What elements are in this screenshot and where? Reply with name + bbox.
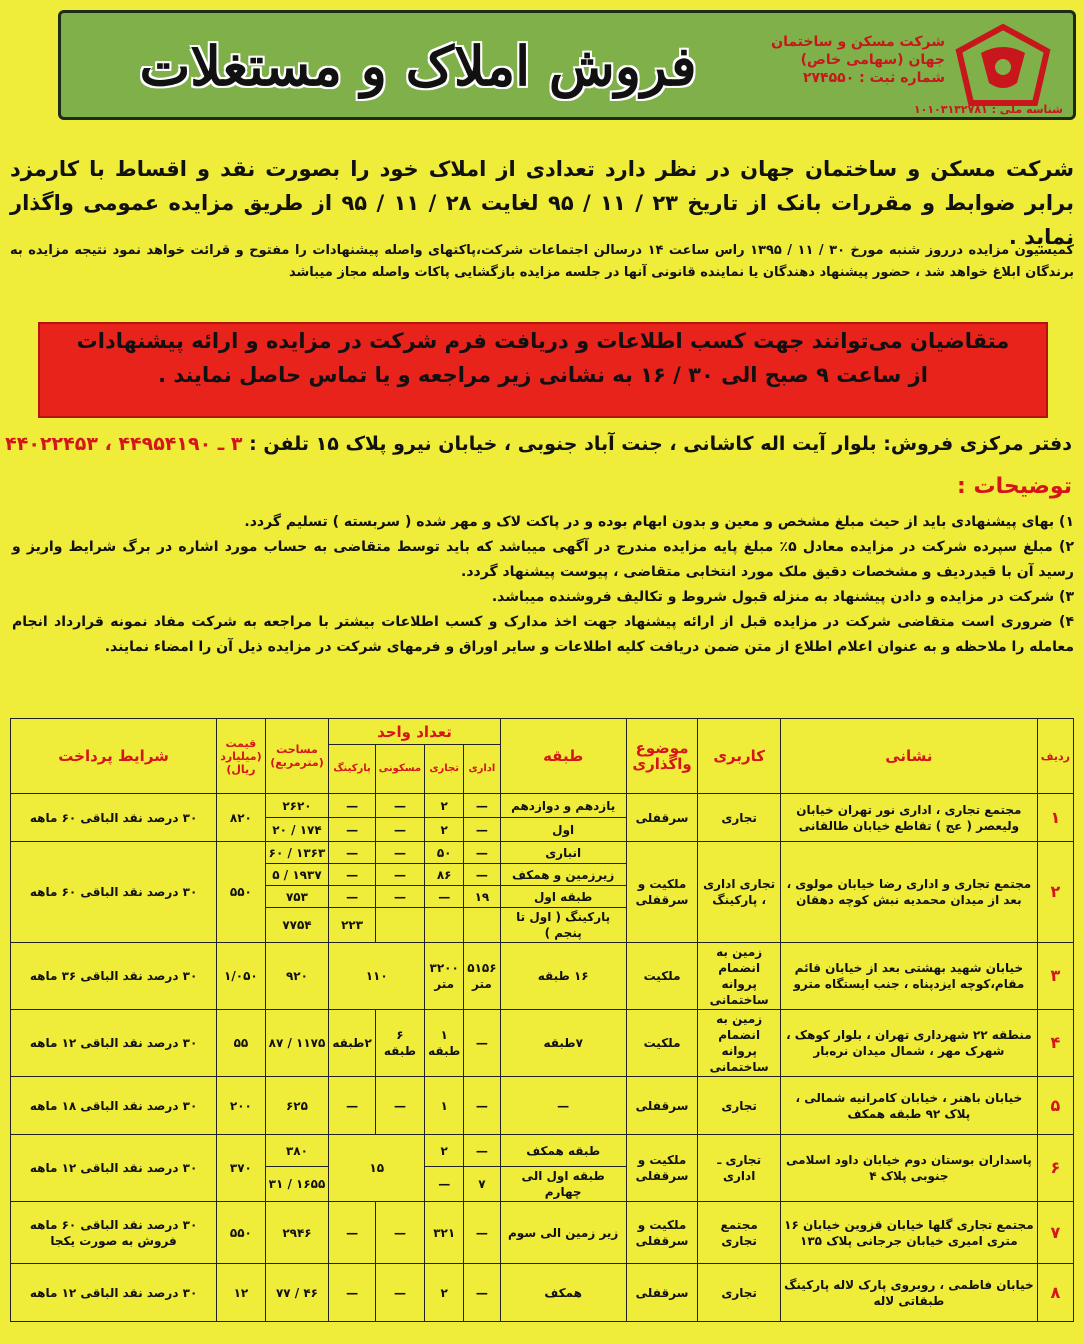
row-usage: زمین به انضمام پروانه ساختمانی xyxy=(698,943,781,1010)
row-subject: ملکیت و سرقفلی xyxy=(626,842,698,943)
row-floor: — xyxy=(500,1077,626,1135)
row-area: ۶۲۵ xyxy=(265,1077,329,1135)
header-floor: طبقه xyxy=(500,719,626,794)
row-residential: — xyxy=(375,794,424,818)
row-address: مجتمع تجاری ، اداری نور تهران خیابان ولیعصر ( عج ) تقاطع خیابان طالقانی xyxy=(780,794,1037,842)
note-item: ۴) ضروری است متقاضی شرکت در مزایده قبل از ارائه پیشنهاد جهت اخذ مدارک و کسب اطلاعات بیشتر با مراجعه به شرکت مفاد نمونه قرارداد انجام معامله را ملاحظه و به عنوان اعلام اطلاع از متن ضمن دریافت کلیه اطلاعات و سایر اوراق و فرمهای شرکت در مزایده ذیل آن را امضاء نمایند. xyxy=(12,614,1074,655)
note-item: ۳) شرکت در مزایده و دادن پیشنهاد به منزله قبول شروط و تکالیف فروشنده میباشد. xyxy=(491,589,1074,605)
row-usage: تجاری xyxy=(698,794,781,842)
property-table xyxy=(10,718,1074,1322)
company-logo-icon xyxy=(955,23,1051,107)
row-office: ۵۱۵۶ متر xyxy=(464,943,500,1010)
row-commercial: ۲ xyxy=(425,1264,464,1322)
row-office: — xyxy=(464,1077,500,1135)
row-price: ۵۵ xyxy=(217,1010,265,1077)
row-floor: یازدهم و دوازدهم xyxy=(500,794,626,818)
row-price: ۳۷۰ xyxy=(217,1135,265,1202)
header-price: قیمت (میلیارد ریال) xyxy=(217,719,265,794)
notes-list xyxy=(12,510,1074,660)
row-commercial: ۵۰ xyxy=(425,842,464,864)
row-parking: — xyxy=(329,1077,375,1135)
header-banner xyxy=(58,10,1076,120)
row-payment: ۳۰ درصد نقد الباقی ۱۲ ماهه xyxy=(11,1135,217,1202)
row-office: — xyxy=(464,1202,500,1264)
row-number: ۲ xyxy=(1037,842,1073,943)
row-commercial: — xyxy=(425,886,464,908)
header-usage: کاربری xyxy=(698,719,781,794)
row-area: ۲۹۴۶ xyxy=(265,1202,329,1264)
row-office: ۱۹ xyxy=(464,886,500,908)
row-office: — xyxy=(464,1135,500,1167)
row-payment: ۳۰ درصد نقد الباقی ۶۰ ماهه xyxy=(11,842,217,943)
row-commercial: — xyxy=(425,1167,464,1202)
header-units: تعداد واحد xyxy=(329,719,500,745)
row-payment: ۳۰ درصد نقد الباقی ۱۸ ماهه xyxy=(11,1077,217,1135)
row-parking: — xyxy=(329,1264,375,1322)
table-row xyxy=(11,1202,1074,1264)
row-usage: تجاری xyxy=(698,1077,781,1135)
row-parking: — xyxy=(329,1202,375,1264)
row-residential: — xyxy=(375,818,424,842)
row-area: ۱۷۴ / ۲۰ xyxy=(265,818,329,842)
table-row xyxy=(11,1264,1074,1322)
row-number: ۵ xyxy=(1037,1077,1073,1135)
row-parking: — xyxy=(329,886,375,908)
row-floor: ۱۶ طبقه xyxy=(500,943,626,1010)
row-price: ۱۲ xyxy=(217,1264,265,1322)
row-residential: — xyxy=(375,886,424,908)
row-floor: زیر زمین الی سوم xyxy=(500,1202,626,1264)
header-units-residential: مسکونی xyxy=(375,745,424,794)
row-price: ۲۰۰ xyxy=(217,1077,265,1135)
intro-paragraph: شرکت مسکن و ساختمان جهان در نظر دارد تعدادی از املاک خود را بصورت نقد و اقساط با کارمزد برابر ضوابط و مقررات بانک از تاریخ ۲۳ / ۱۱ / ۹۵ لغایت ۲۸ / ۱۱ / ۹۵ از طریق مزایده عمومی واگذار نماید . xyxy=(10,157,1074,249)
national-id: شناسه ملی : ۱۰۱۰۳۱۳۲۷۸۱ xyxy=(913,103,1063,116)
row-commercial xyxy=(425,908,464,943)
row-parking: — xyxy=(329,794,375,818)
row-parking: ۲طبقه xyxy=(329,1010,375,1077)
row-commercial: ۲ xyxy=(425,1135,464,1167)
row-number: ۳ xyxy=(1037,943,1073,1010)
notes-title: توضیحات : xyxy=(957,474,1072,499)
row-floor: طبقه اول xyxy=(500,886,626,908)
row-number: ۴ xyxy=(1037,1010,1073,1077)
row-address: مجتمع تجاری و اداری رضا خیابان مولوی ، بعد از میدان محمدیه نبش کوچه دهقان xyxy=(780,842,1037,943)
row-price: ۸۲۰ xyxy=(217,794,265,842)
row-payment: ۳۰ درصد نقد الباقی ۶۰ ماهه فروش به صورت یکجا xyxy=(11,1202,217,1264)
row-parking: — xyxy=(329,818,375,842)
table-header-row xyxy=(11,719,1074,745)
row-usage: مجتمع تجاری xyxy=(698,1202,781,1264)
row-office: — xyxy=(464,864,500,886)
row-number: ۷ xyxy=(1037,1202,1073,1264)
company-info xyxy=(771,33,945,87)
row-commercial: ۱ طبقه xyxy=(425,1010,464,1077)
header-payment: شرایط پرداخت xyxy=(11,719,217,794)
row-usage: تجاری اداری ، پارکینگ xyxy=(698,842,781,943)
header-subject: موضوع واگذاری xyxy=(626,719,698,794)
row-subject: ملکیت xyxy=(626,1010,698,1077)
row-subject: سرقفلی xyxy=(626,1077,698,1135)
row-residential xyxy=(375,908,424,943)
row-office: ۷ xyxy=(464,1167,500,1202)
row-payment: ۳۰ درصد نقد الباقی ۶۰ ماهه xyxy=(11,794,217,842)
row-price: ۵۵۰ xyxy=(217,842,265,943)
note-item: ۱) بهای پیشنهادی باید از حیث مبلغ مشخص و معین و بدون ابهام بوده و در پاکت لاک و مهر شده ( سربسته ) تسلیم گردد. xyxy=(244,514,1074,530)
row-floor: طبقه همکف xyxy=(500,1135,626,1167)
row-office xyxy=(464,908,500,943)
row-address: منطقه ۲۲ شهرداری تهران ، بلوار کوهک ، شهرک مهر ، شمال میدان نره‌بار xyxy=(780,1010,1037,1077)
row-residential: — xyxy=(375,1264,424,1322)
row-area: ۱۶۵۵ / ۳۱ xyxy=(265,1167,329,1202)
row-floor: ۷طبقه xyxy=(500,1010,626,1077)
table-row xyxy=(11,842,1074,864)
header-address: نشانی xyxy=(780,719,1037,794)
row-number: ۱ xyxy=(1037,794,1073,842)
row-office: — xyxy=(464,1264,500,1322)
row-address: مجتمع تجاری گلها خیابان قزوین خیابان ۱۶ متری امیری خیابان جرجانی پلاک ۱۳۵ xyxy=(780,1202,1037,1264)
row-address: پاسداران بوستان دوم خیابان داود اسلامی جنوبی پلاک ۴ xyxy=(780,1135,1037,1202)
row-office: — xyxy=(464,1010,500,1077)
row-subject: ملکیت xyxy=(626,943,698,1010)
row-parking: ۲۲۳ xyxy=(329,908,375,943)
row-commercial: ۲ xyxy=(425,794,464,818)
callout-line: از ساعت ۹ صبح الی ۳۰ / ۱۶ به نشانی زیر مراجعه و یا تماس حاصل نمایند . xyxy=(158,363,928,387)
row-office: — xyxy=(464,842,500,864)
row-units-merged: ۱۱۰ xyxy=(329,943,425,1010)
row-floor: طبقه اول الی چهارم xyxy=(500,1167,626,1202)
row-area: ۹۲۰ xyxy=(265,943,329,1010)
table-row xyxy=(11,1135,1074,1167)
header-row-number: ردیف xyxy=(1037,719,1073,794)
row-subject: ملکیت و سرقفلی xyxy=(626,1202,698,1264)
row-usage: تجاری xyxy=(698,1264,781,1322)
row-commercial: ۱ xyxy=(425,1077,464,1135)
row-office: — xyxy=(464,818,500,842)
table-row xyxy=(11,1010,1074,1077)
row-price: ۵۵۰ xyxy=(217,1202,265,1264)
row-payment: ۳۰ درصد نقد الباقی ۱۲ ماهه xyxy=(11,1264,217,1322)
row-floor: پارکینگ ( اول تا پنجم ) xyxy=(500,908,626,943)
row-payment: ۳۰ درصد نقد الباقی ۳۶ ماهه xyxy=(11,943,217,1010)
row-area: ۱۱۷۵ / ۸۷ xyxy=(265,1010,329,1077)
callout-line: متقاضیان می‌توانند جهت کسب اطلاعات و دریافت فرم شرکت در مزایده و ارائه پیشنهادات xyxy=(76,329,1010,353)
row-usage: زمین به انضمام پروانه ساختمانی xyxy=(698,1010,781,1077)
page-title: فروش املاک و مستغلات xyxy=(139,34,697,98)
phone-numbers: ۳ ـ ۴۴۹۵۴۱۹۰ ، ۴۴۰۲۲۴۵۳ xyxy=(5,433,243,455)
row-residential: ۶ طبقه xyxy=(375,1010,424,1077)
company-line: شماره ثبت : ۲۷۴۵۵۰ xyxy=(802,70,945,86)
row-residential: — xyxy=(375,1202,424,1264)
note-item: ۲) مبلغ سپرده شرکت در مزایده معادل ۵٪ مبلغ پایه مزایده مندرج در آگهی میباشد که باید توسط متقاضی به حساب مورد اشاره در برگ شرایط واریز و رسید آن با قیدردیف و مشخصات دقیق ملک مورد انتخابی متقاضی ، پیوست پیشنهاد گردد. xyxy=(12,539,1074,580)
row-subject: ملکیت و سرقفلی xyxy=(626,1135,698,1202)
header-units-parking: پارکینگ xyxy=(329,745,375,794)
row-usage: تجاری ـ اداری xyxy=(698,1135,781,1202)
row-area: ۷۷۵۴ xyxy=(265,908,329,943)
row-parking: — xyxy=(329,842,375,864)
row-residential: — xyxy=(375,842,424,864)
row-commercial: ۲ xyxy=(425,818,464,842)
row-commercial: ۸۶ xyxy=(425,864,464,886)
table-row xyxy=(11,943,1074,1010)
row-subject: سرقفلی xyxy=(626,1264,698,1322)
row-address: خیابان فاطمی ، روبروی پارک لاله پارکینگ طبقاتی لاله xyxy=(780,1264,1037,1322)
row-price: ۱/۰۵۰ xyxy=(217,943,265,1010)
row-units-merged: ۱۵ xyxy=(329,1135,425,1202)
row-subject: سرقفلی xyxy=(626,794,698,842)
table-row xyxy=(11,794,1074,818)
row-parking: — xyxy=(329,864,375,886)
header-units-office: اداری xyxy=(464,745,500,794)
commission-paragraph: کمیسیون مزایده درروز شنبه مورخ ۳۰ / ۱۱ / ۱۳۹۵ راس ساعت ۱۴ درسالن اجتماعات شرکت،پاکتهای واصله پیشنهادات را مفتوح و قرائت خواهد نمود نتیجه مزایده به برندگان ابلاغ خواهد شد ، حضور پیشنهاد دهندگان یا نماینده قانونی آنها در جلسه مزایده بازگشایی پاکات واصله مجاز میباشد xyxy=(10,243,1074,280)
row-commercial: ۳۲۰۰ متر xyxy=(425,943,464,1010)
office-address xyxy=(5,430,1072,458)
row-area: ۷۵۳ xyxy=(265,886,329,908)
address-text: دفتر مرکزی فروش: بلوار آیت اله کاشانی ، جنت آباد جنوبی ، خیابان نیرو پلاک ۱۵ تلفن : xyxy=(249,433,1072,455)
row-payment: ۳۰ درصد نقد الباقی ۱۲ ماهه xyxy=(11,1010,217,1077)
table-row xyxy=(11,1077,1074,1135)
row-number: ۶ xyxy=(1037,1135,1073,1202)
row-area: ۲۶۲۰ xyxy=(265,794,329,818)
row-address: خیابان شهید بهشتی بعد از خیابان قائم مقام،کوچه ایزدپناه ، جنب ایستگاه مترو xyxy=(780,943,1037,1010)
row-address: خیابان باهنر ، خیابان کامرانیه شمالی ، پلاک ۹۲ طبقه همکف xyxy=(780,1077,1037,1135)
row-office: — xyxy=(464,794,500,818)
row-floor: اول xyxy=(500,818,626,842)
row-number: ۸ xyxy=(1037,1264,1073,1322)
row-floor: همکف xyxy=(500,1264,626,1322)
row-residential: — xyxy=(375,864,424,886)
row-area: ۱۹۳۷ / ۵ xyxy=(265,864,329,886)
row-floor: زیرزمین و همکف xyxy=(500,864,626,886)
contact-callout xyxy=(38,322,1048,418)
header-area: مساحت (مترمربع) xyxy=(265,719,329,794)
company-line: شرکت مسکن و ساختمان xyxy=(771,34,945,50)
row-area: ۳۸۰ xyxy=(265,1135,329,1167)
row-floor: انباری xyxy=(500,842,626,864)
header-units-commercial: تجاری xyxy=(425,745,464,794)
row-area: ۱۳۶۳ / ۶۰ xyxy=(265,842,329,864)
row-area: ۴۶ / ۷۷ xyxy=(265,1264,329,1322)
row-commercial: ۳۲۱ xyxy=(425,1202,464,1264)
row-residential: — xyxy=(375,1077,424,1135)
company-line: جهان (سهامی خاص) xyxy=(800,52,945,68)
